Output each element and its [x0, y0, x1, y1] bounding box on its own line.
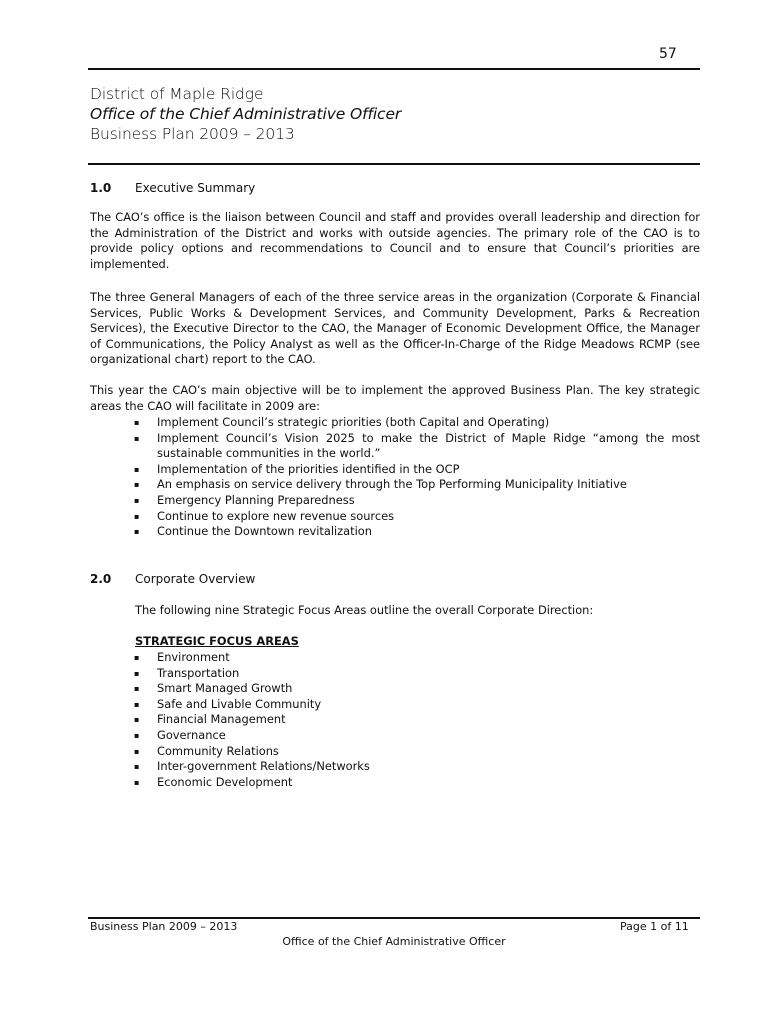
list-item: ▪ Environment — [132, 650, 700, 666]
strategic-focus-areas-heading: STRATEGIC FOCUS AREAS — [135, 634, 299, 648]
list-item: ▪ Implement Council’s strategic priorities (both Capital and Operating) — [132, 415, 700, 431]
list-item: ▪ Safe and Livable Community — [132, 697, 700, 713]
footer-office-name: Office of the Chief Administrative Officer — [282, 935, 506, 948]
section-2-title: Corporate Overview — [135, 572, 256, 586]
section-1-title: Executive Summary — [135, 181, 256, 195]
list-item: ▪ An emphasis on service delivery through the Top Performing Municipality Initiative — [132, 477, 700, 493]
plan-title: Business Plan 2009 – 2013 — [90, 125, 295, 143]
strategic-areas-list — [132, 415, 700, 540]
document-header — [90, 84, 401, 144]
office-name: Office of the Chief Administrative Officer — [90, 105, 402, 123]
list-item: ▪ Governance — [132, 728, 700, 744]
list-item: ▪ Continue the Downtown revitalization — [132, 524, 700, 540]
list-item: ▪ Smart Managed Growth — [132, 681, 700, 697]
list-item: ▪ Financial Management — [132, 712, 700, 728]
list-item: ▪ Transportation — [132, 666, 700, 682]
organization-name: District of Maple Ridge — [90, 85, 264, 103]
section-1-heading — [90, 181, 255, 195]
list-item: ▪ Continue to explore new revenue sources — [132, 509, 700, 525]
footer-plan-title: Business Plan 2009 – 2013 — [90, 920, 238, 933]
footer-rule — [88, 917, 700, 919]
list-item: ▪ Emergency Planning Preparedness — [132, 493, 700, 509]
list-item: ▪ Economic Development — [132, 775, 700, 791]
list-item: ▪ Inter-government Relations/Networks — [132, 759, 700, 775]
header-bottom-rule — [88, 163, 700, 165]
list-item: ▪ Implementation of the priorities identified in the OCP — [132, 462, 700, 478]
focus-areas-list — [132, 650, 700, 790]
section-2-number: 2.0 — [90, 572, 112, 586]
list-item: ▪ Implement Council’s Vision 2025 to make the District of Maple Ridge “among the most sustainable communities in the world.” — [132, 431, 700, 462]
section-1-paragraph-3: This year the CAO’s main objective will be to implement the approved Business Plan. The key strategic areas the CAO will facilitate in 2009 are: — [90, 383, 700, 413]
section-1-paragraph-1: The CAO’s office is the liaison between Council and staff and provides overall leadership and direction for the Administration of the District and works with outside agencies. The primary role of the CAO is to provide policy options and recommendations to Council and to ensure that Council’s priorities are implemented. — [90, 210, 700, 271]
section-1-paragraph-2: The three General Managers of each of the three service areas in the organization (Corporate & Financial Services, Public Works & Development Services, and Community Development, Parks & Recreation Services), the Executive Director to the CAO, the Manager of Economic Development Office, the Manager of Communications, the Policy Analyst as well as the Officer-In-Charge of the Ridge Meadows RCMP (see organizational chart) report to the CAO. — [90, 290, 700, 367]
section-2-heading — [90, 572, 255, 586]
page-number: 57 — [659, 46, 677, 62]
section-2-intro: The following nine Strategic Focus Areas outline the overall Corporate Direction: — [135, 603, 594, 617]
header-top-rule — [88, 68, 700, 70]
section-1-number: 1.0 — [90, 181, 112, 195]
list-item: ▪ Community Relations — [132, 744, 700, 760]
footer-page-count: Page 1 of 11 — [620, 920, 689, 933]
